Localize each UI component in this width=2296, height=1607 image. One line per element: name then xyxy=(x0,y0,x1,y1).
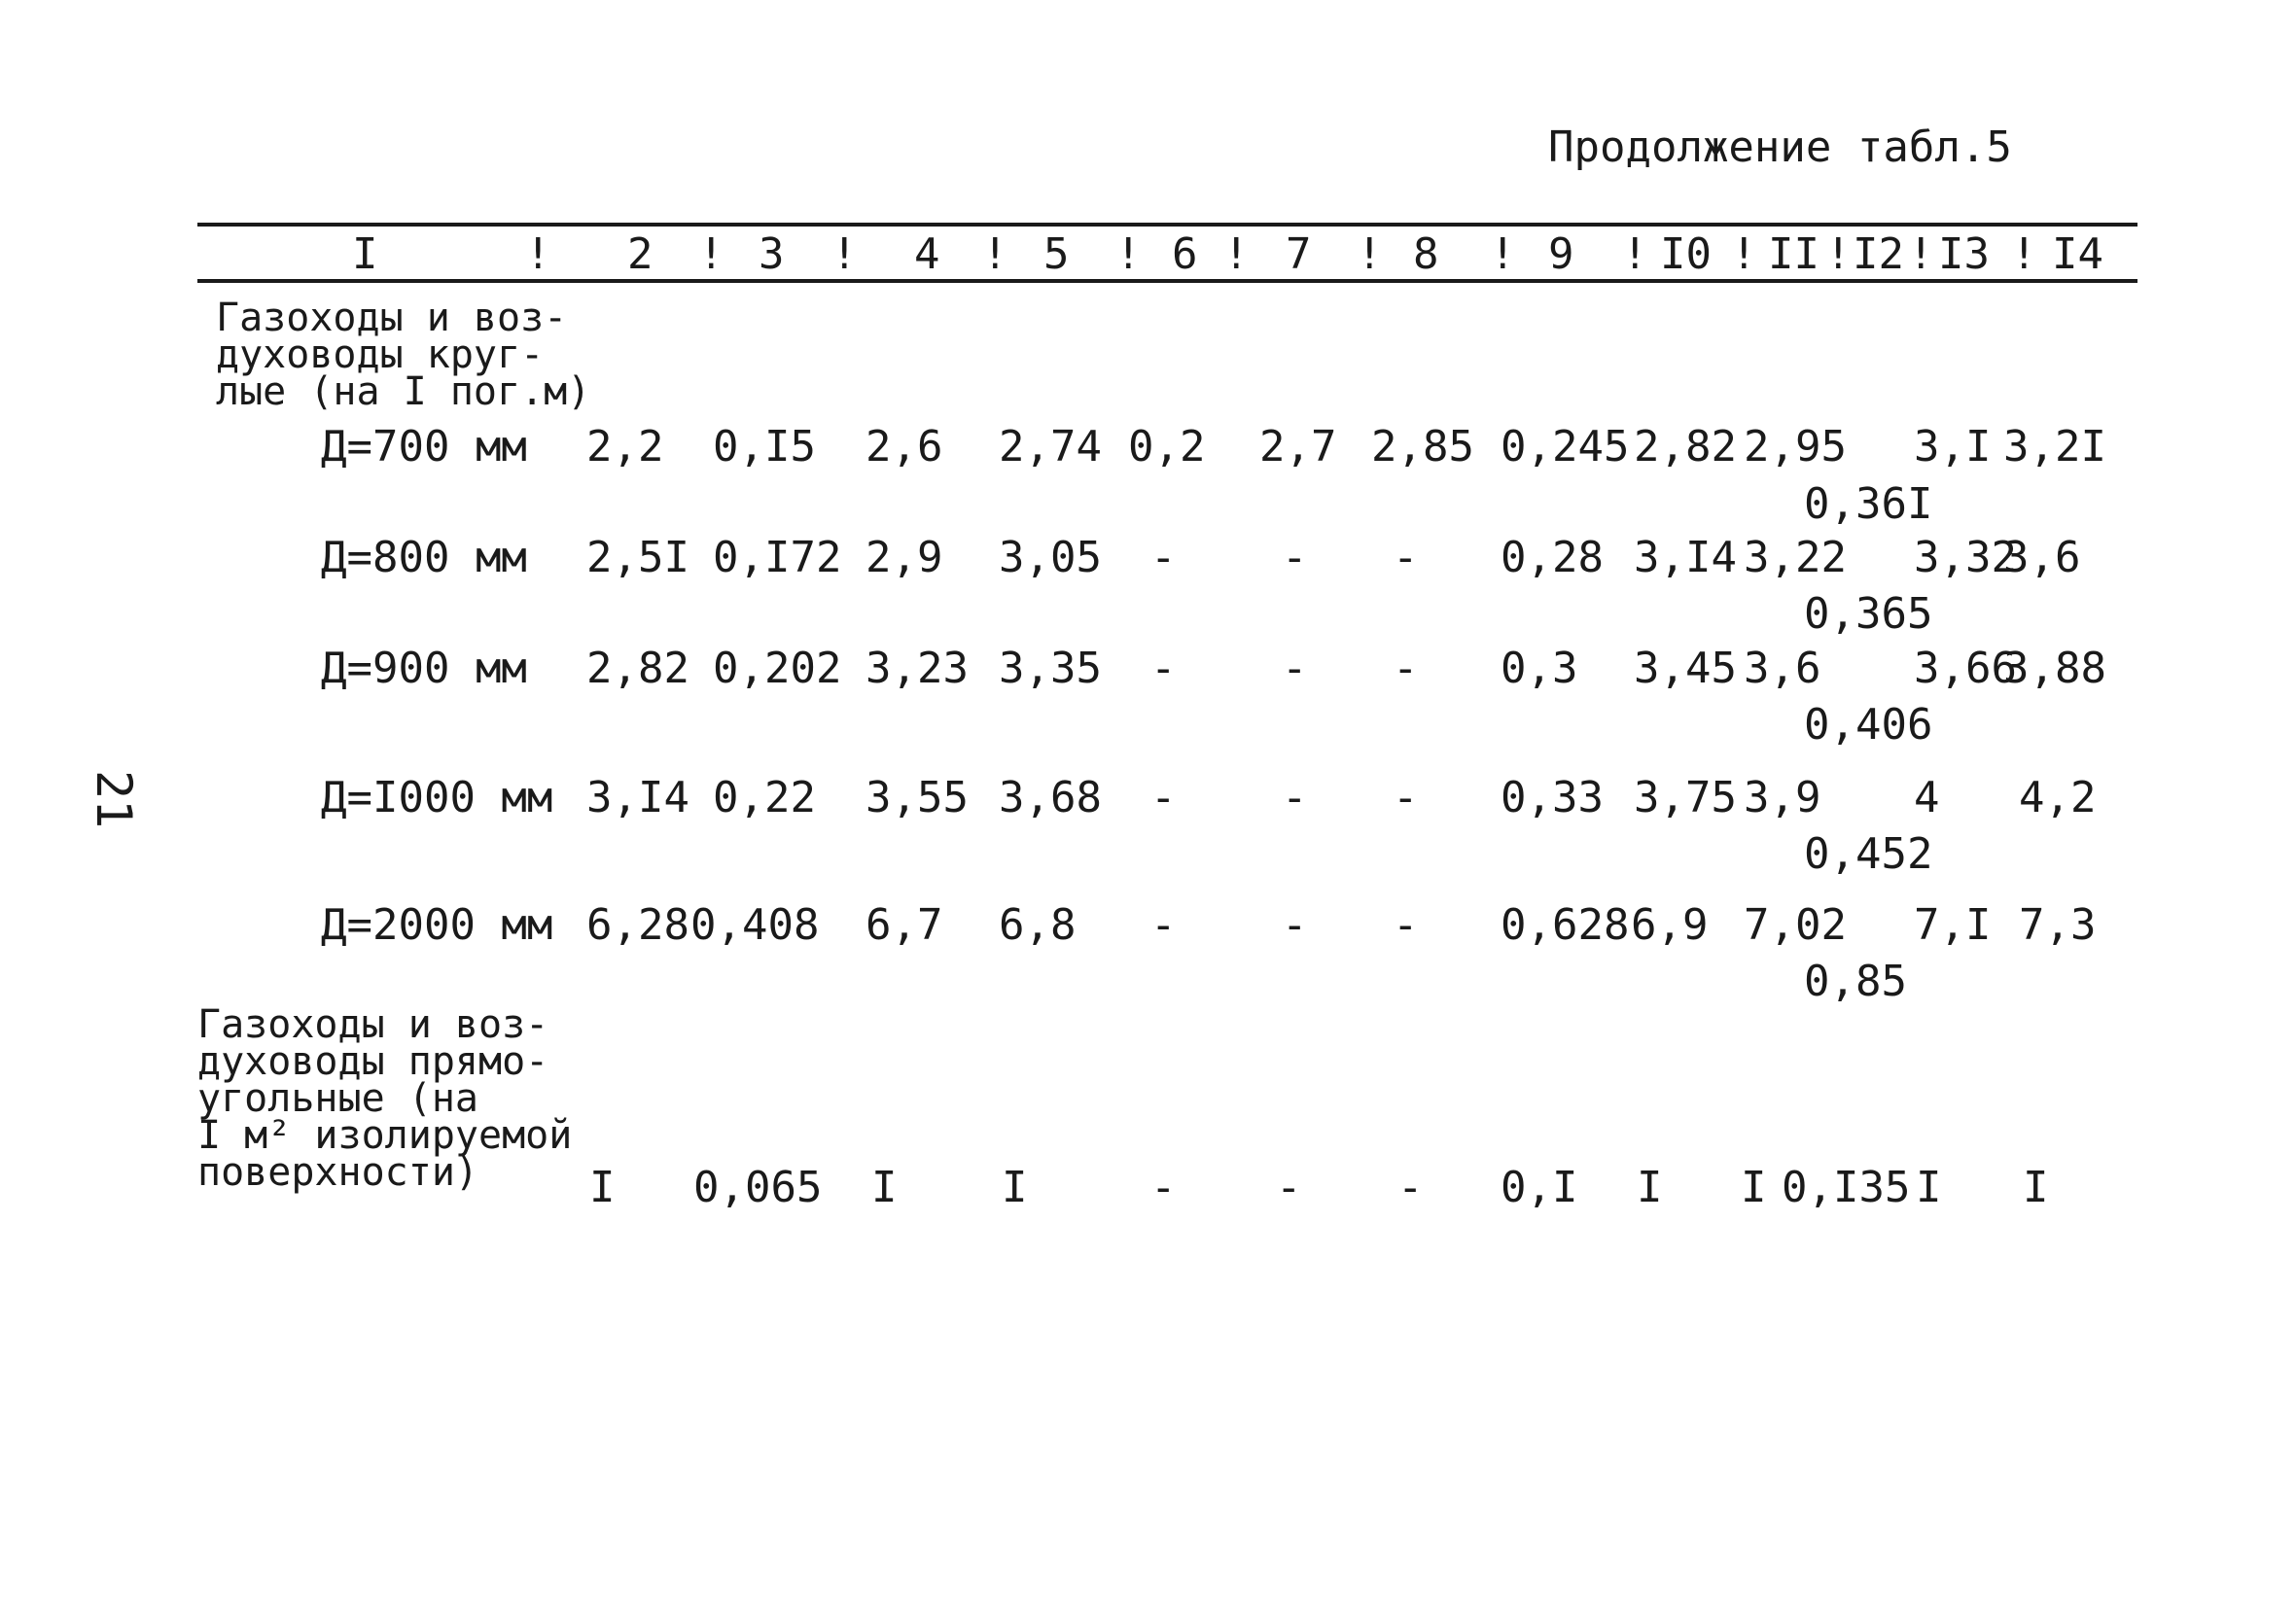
cell-col-9: 0,33 xyxy=(1501,773,1604,822)
col-header-1: I xyxy=(352,229,378,279)
cell-col-11: 3,22 xyxy=(1744,533,1847,582)
cell-col-2: 2,5I xyxy=(586,533,689,582)
cell-col-10: 3,75 xyxy=(1634,773,1737,822)
cell-col-13: 3,I xyxy=(1914,422,1992,472)
section-title-round-ducts: Газоходы и воз- духоводы круг- лые (на I пог.м) xyxy=(216,296,591,414)
cell-col-11: 3,6 xyxy=(1744,644,1821,693)
cell-col-7: 2,7 xyxy=(1259,422,1337,472)
cell-col-14: 3,6 xyxy=(2003,533,2081,582)
cell-col-6: - xyxy=(1150,900,1177,950)
cell-col-4: 3,55 xyxy=(865,773,969,822)
cell-col-13: 3,66 xyxy=(1914,644,2017,693)
col-separator: ! xyxy=(831,229,858,279)
cell-col-9: 0,245 xyxy=(1501,422,1630,472)
cell-col-7: - xyxy=(1282,533,1308,582)
cell-col-6: - xyxy=(1150,533,1177,582)
row-label: Д=800 мм xyxy=(321,533,527,582)
cell-col-7: - xyxy=(1276,1163,1302,1212)
cell-col-7: - xyxy=(1282,644,1308,693)
row-label: Д=700 мм xyxy=(321,422,527,472)
cell-col-5: 3,05 xyxy=(999,533,1102,582)
cell-col-6: - xyxy=(1150,1163,1177,1212)
col-header-10: I0 xyxy=(1660,229,1712,279)
cell-col-14: 4,2 xyxy=(2019,773,2097,822)
col-header-14: I4 xyxy=(2052,229,2103,279)
cell-col-12: 0,I35 xyxy=(1782,1163,1911,1212)
cell-col-10: 2,82 xyxy=(1634,422,1737,472)
col-separator: ! xyxy=(1622,229,1648,279)
col-header-9: 9 xyxy=(1548,229,1574,279)
cell-col-11: I xyxy=(1741,1163,1767,1212)
row-label: Д=900 мм xyxy=(321,644,527,693)
header-top-rule xyxy=(197,223,2137,227)
cell-col-2: I xyxy=(589,1163,616,1212)
cell-col-5: 6,8 xyxy=(999,900,1077,950)
col-separator: ! xyxy=(1908,229,1934,279)
cell-col-12-sub: 0,36I xyxy=(1804,479,1933,529)
cell-col-13: 4 xyxy=(1914,773,1940,822)
cell-col-2: 2,82 xyxy=(586,644,689,693)
cell-col-2: 2,2 xyxy=(586,422,664,472)
col-separator: ! xyxy=(982,229,1008,279)
cell-col-7: - xyxy=(1282,773,1308,822)
cell-col-12-sub: 0,365 xyxy=(1804,589,1933,639)
col-header-7: 7 xyxy=(1286,229,1312,279)
cell-col-5: 3,35 xyxy=(999,644,1102,693)
cell-col-6: - xyxy=(1150,644,1177,693)
cell-col-6: - xyxy=(1150,773,1177,822)
cell-col-12-sub: 0,452 xyxy=(1804,829,1933,879)
cell-col-11: 3,9 xyxy=(1744,773,1821,822)
cell-col-8: 2,85 xyxy=(1371,422,1474,472)
cell-col-8: - xyxy=(1393,644,1419,693)
cell-col-4: I xyxy=(871,1163,898,1212)
cell-col-4: 3,23 xyxy=(865,644,969,693)
cell-col-9: 0,3 xyxy=(1501,644,1578,693)
page-number: 21 xyxy=(86,770,142,829)
col-separator: ! xyxy=(2011,229,2037,279)
cell-col-3: 0,065 xyxy=(693,1163,823,1212)
cell-col-9: 0,28 xyxy=(1501,533,1604,582)
cell-col-2: 3,I4 xyxy=(586,773,689,822)
cell-col-13: 3,32 xyxy=(1914,533,2017,582)
col-separator: ! xyxy=(1357,229,1383,279)
header-bottom-rule xyxy=(197,279,2137,283)
cell-col-11: 2,95 xyxy=(1744,422,1847,472)
cell-col-8: - xyxy=(1397,1163,1424,1212)
cell-col-13: I xyxy=(1916,1163,1942,1212)
cell-col-3: 0,408 xyxy=(690,900,820,950)
cell-col-10: I xyxy=(1637,1163,1663,1212)
col-header-11: II xyxy=(1768,229,1819,279)
table-continuation-caption: Продолжение табл.5 xyxy=(1548,122,2012,172)
cell-col-5: 2,74 xyxy=(999,422,1102,472)
col-header-4: 4 xyxy=(914,229,940,279)
col-header-3: 3 xyxy=(759,229,785,279)
col-header-12: I2 xyxy=(1853,229,1904,279)
cell-col-5: 3,68 xyxy=(999,773,1102,822)
cell-col-3: 0,202 xyxy=(713,644,842,693)
cell-col-14: 7,3 xyxy=(2019,900,2097,950)
cell-col-3: 0,I5 xyxy=(713,422,816,472)
cell-col-10: 3,45 xyxy=(1634,644,1737,693)
cell-col-8: - xyxy=(1393,773,1419,822)
cell-col-4: 2,9 xyxy=(865,533,943,582)
col-separator: ! xyxy=(698,229,724,279)
cell-col-5: I xyxy=(1002,1163,1028,1212)
cell-col-8: - xyxy=(1393,900,1419,950)
cell-col-10: 6,9 xyxy=(1631,900,1709,950)
cell-col-3: 0,I72 xyxy=(713,533,842,582)
cell-col-12-sub: 0,85 xyxy=(1804,957,1907,1006)
col-header-13: I3 xyxy=(1938,229,1990,279)
col-separator: ! xyxy=(1490,229,1516,279)
cell-col-13: 7,I xyxy=(1914,900,1992,950)
cell-col-9: 0,I xyxy=(1501,1163,1578,1212)
col-separator: ! xyxy=(1825,229,1852,279)
section-title-rectangular-ducts: Газоходы и воз- духоводы прямо- угольные (на I м² изолируемой поверхности) xyxy=(197,1002,573,1195)
cell-col-8: - xyxy=(1393,533,1419,582)
col-header-8: 8 xyxy=(1413,229,1439,279)
cell-col-12-sub: 0,406 xyxy=(1804,700,1933,750)
cell-col-10: 3,I4 xyxy=(1634,533,1737,582)
cell-col-4: 2,6 xyxy=(865,422,943,472)
col-header-5: 5 xyxy=(1043,229,1070,279)
cell-col-2: 6,28 xyxy=(586,900,689,950)
col-separator: ! xyxy=(1731,229,1757,279)
cell-col-11: 7,02 xyxy=(1744,900,1847,950)
row-label: Д=I000 мм xyxy=(321,773,553,822)
col-header-2: 2 xyxy=(627,229,653,279)
cell-col-6: 0,2 xyxy=(1128,422,1206,472)
cell-col-14: 3,88 xyxy=(2003,644,2106,693)
col-separator: ! xyxy=(1115,229,1142,279)
col-separator: ! xyxy=(525,229,551,279)
cell-col-3: 0,22 xyxy=(713,773,816,822)
cell-col-14: 3,2I xyxy=(2003,422,2106,472)
cell-col-14: I xyxy=(2023,1163,2049,1212)
cell-col-4: 6,7 xyxy=(865,900,943,950)
row-label: Д=2000 мм xyxy=(321,900,553,950)
cell-col-9: 0,628 xyxy=(1501,900,1630,950)
col-header-6: 6 xyxy=(1172,229,1198,279)
cell-col-7: - xyxy=(1282,900,1308,950)
col-separator: ! xyxy=(1223,229,1250,279)
